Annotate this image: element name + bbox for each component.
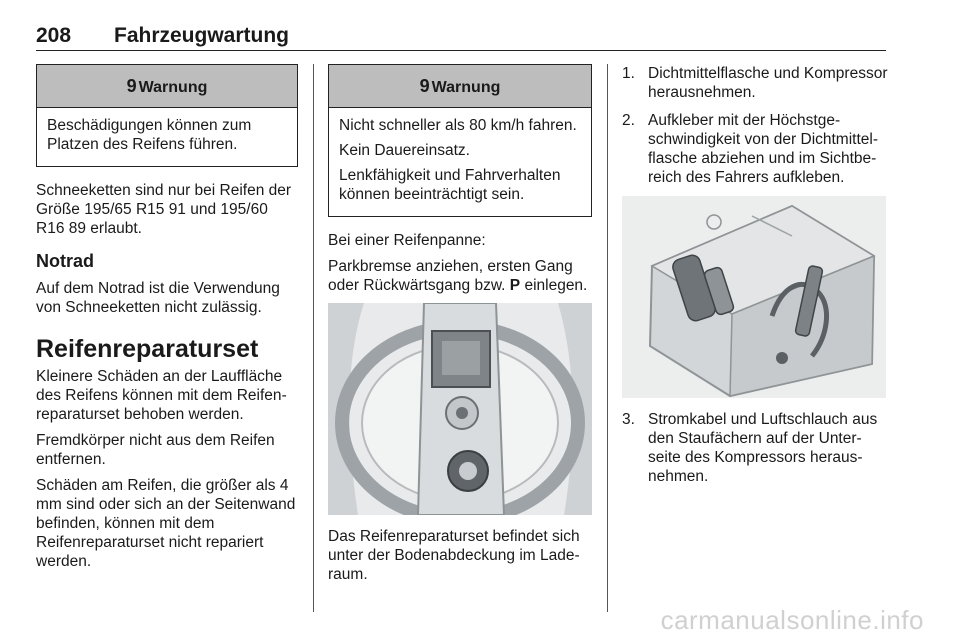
warning-line-3: Lenkfähigkeit und Fahrverhalten können beeinträchtigt sein. — [339, 167, 561, 203]
warning-header — [329, 65, 591, 108]
paragraph-repair-2: Fremdkörper nicht aus dem Reifen entfernen. — [36, 432, 275, 468]
column-middle — [328, 64, 592, 591]
paragraph-parking-brake: Parkbremse anziehen, ersten Gang oder Rückwärtsgang bzw. P einlegen. — [328, 258, 588, 294]
warning-line-1: Nicht schneller als 80 km/h fahren. — [339, 117, 577, 134]
column-left — [36, 64, 298, 578]
list-item: 2. Aufkleber mit der Höchstgeschwindigkeit von der Dichtmittelflasche abziehen und im Sichtbereich des Fahrers aufkleben. — [622, 112, 879, 186]
heading-notrad: Notrad — [36, 251, 94, 271]
watermark: carmanualsonline.info — [660, 605, 924, 635]
list-item: 3. Stromkabel und Luftschlauch aus den Staufächern auf der Unterseite des Kompressors herausnehmen. — [622, 411, 878, 485]
warning-title: Warnung — [431, 79, 501, 96]
warning-text: Beschädigungen können zum Platzen des Reifens führen. — [47, 117, 252, 153]
paragraph-repair-1: Kleinere Schäden an der Lauffläche des Reifens können mit dem Reifenreparaturset behoben werden. — [36, 368, 287, 423]
column-divider — [313, 64, 314, 612]
list-item: 1. Dichtmittelflasche und Kompressor herausnehmen. — [622, 65, 888, 101]
steps-list — [622, 410, 888, 486]
chapter-title: Fahrzeugwartung — [114, 24, 290, 47]
warning-title: Warnung — [138, 79, 208, 96]
paragraph-repair-3: Schäden am Reifen, die größer als 4 mm sind oder sich an der Seitenwand befinden, können mit dem Reifenreparaturset nicht repariert werden. — [36, 477, 296, 570]
paragraph-snow-chains: Schneeketten sind nur bei Reifen der Größe 195/65 R15 91 und 195/60 R16 89 erlaubt. — [36, 182, 292, 237]
paragraph-panne: Bei einer Reifenpanne: — [328, 232, 486, 249]
warning-symbol-icon: 9 — [126, 76, 137, 96]
gear-p-label: P — [509, 277, 521, 294]
section-heading: Reifenreparaturset — [36, 335, 259, 363]
spare-wheel-well-illustration — [328, 303, 592, 515]
column-right — [622, 64, 888, 495]
page-number: 208 — [36, 24, 72, 47]
column-divider — [607, 64, 608, 612]
repair-kit-illustration — [622, 196, 886, 398]
steps-list — [622, 64, 888, 187]
page-header — [36, 24, 886, 51]
warning-line-2: Kein Dauereinsatz. — [339, 142, 470, 159]
paragraph-notrad: Auf dem Notrad ist die Verwendung von Schneeketten nicht zulässig. — [36, 280, 280, 316]
paragraph-location: Das Reifenreparaturset befindet sich unter der Bodenabdeckung im Laderaum. — [328, 528, 580, 583]
warning-header — [37, 65, 297, 108]
warning-symbol-icon: 9 — [419, 76, 430, 96]
warning-box — [328, 64, 592, 217]
warning-box — [36, 64, 298, 167]
